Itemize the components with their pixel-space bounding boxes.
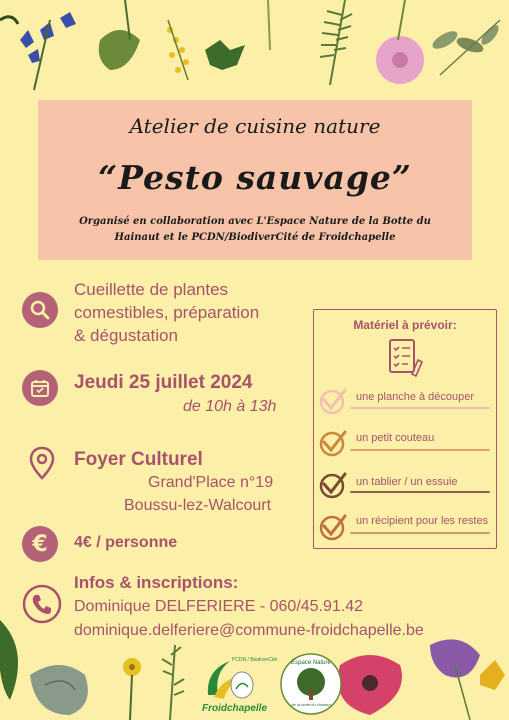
checkmark-icon	[318, 430, 348, 458]
material-line-3	[350, 491, 490, 493]
espace-nature-logo	[279, 652, 343, 716]
header-box	[38, 100, 472, 260]
activity-description	[74, 278, 259, 347]
location-city: Boussu-lez-Walcourt	[124, 497, 272, 514]
pcdn-logo-text: PCDN / BiodiverCité	[232, 657, 278, 663]
contact-line: Dominique DELFERIERE - 060/45.91.42	[74, 598, 364, 615]
price-text: 4€ / personne	[74, 534, 178, 551]
location-pin-icon	[28, 446, 56, 480]
email-link[interactable]: dominique.delferiere@commune-froidchapelle.be	[74, 622, 424, 639]
checkmark-icon	[318, 472, 348, 500]
material-item-1: une planche à découper	[356, 391, 475, 403]
froidchapelle-logo	[200, 655, 278, 715]
location-street: Grand'Place n°19	[148, 474, 274, 491]
material-item-4: un récipient pour les restes	[356, 515, 489, 527]
froidchapelle-text: Froidchapelle	[202, 703, 268, 714]
workshop-title: Atelier de cuisine nature	[129, 114, 381, 138]
desc-line-2: comestibles, préparation	[74, 303, 260, 322]
event-date: Jeudi 25 juillet 2024	[74, 372, 253, 393]
organizer-text	[58, 214, 452, 246]
organizer-line-2: Hainaut et le PCDN/BiodiverCité de Froidchapelle	[114, 232, 396, 243]
espace-nature-bottom: de la botte du Hainaut	[291, 702, 331, 707]
checklist-icon	[384, 336, 426, 378]
pesto-title: “Pesto sauvage”	[98, 158, 412, 197]
location-title: Foyer Culturel	[74, 449, 203, 470]
checkmark-icon	[318, 388, 348, 416]
event-time: de 10h à 13h	[183, 398, 277, 415]
info-title: Infos & inscriptions:	[74, 573, 239, 592]
decorative-flowers-top	[0, 0, 509, 95]
checkmark-icon	[318, 514, 348, 542]
material-line-1	[350, 407, 490, 409]
material-line-2	[350, 449, 490, 451]
desc-line-3: & dégustation	[74, 326, 178, 345]
material-line-4	[350, 532, 490, 534]
material-box	[313, 309, 497, 549]
material-item-3: un tablier / un essuie	[356, 476, 458, 488]
euro-icon: €	[22, 526, 58, 562]
calendar-icon	[22, 370, 58, 406]
material-item-2: un petit couteau	[356, 432, 435, 444]
organizer-line-1: Organisé en collaboration avec L'Espace Nature de la Botte du	[79, 216, 431, 227]
desc-line-1: Cueillette de plantes	[74, 280, 229, 299]
espace-nature-top: Espace Nature	[291, 660, 331, 666]
search-icon	[22, 292, 58, 328]
material-title: Matériel à prévoir:	[353, 318, 457, 332]
